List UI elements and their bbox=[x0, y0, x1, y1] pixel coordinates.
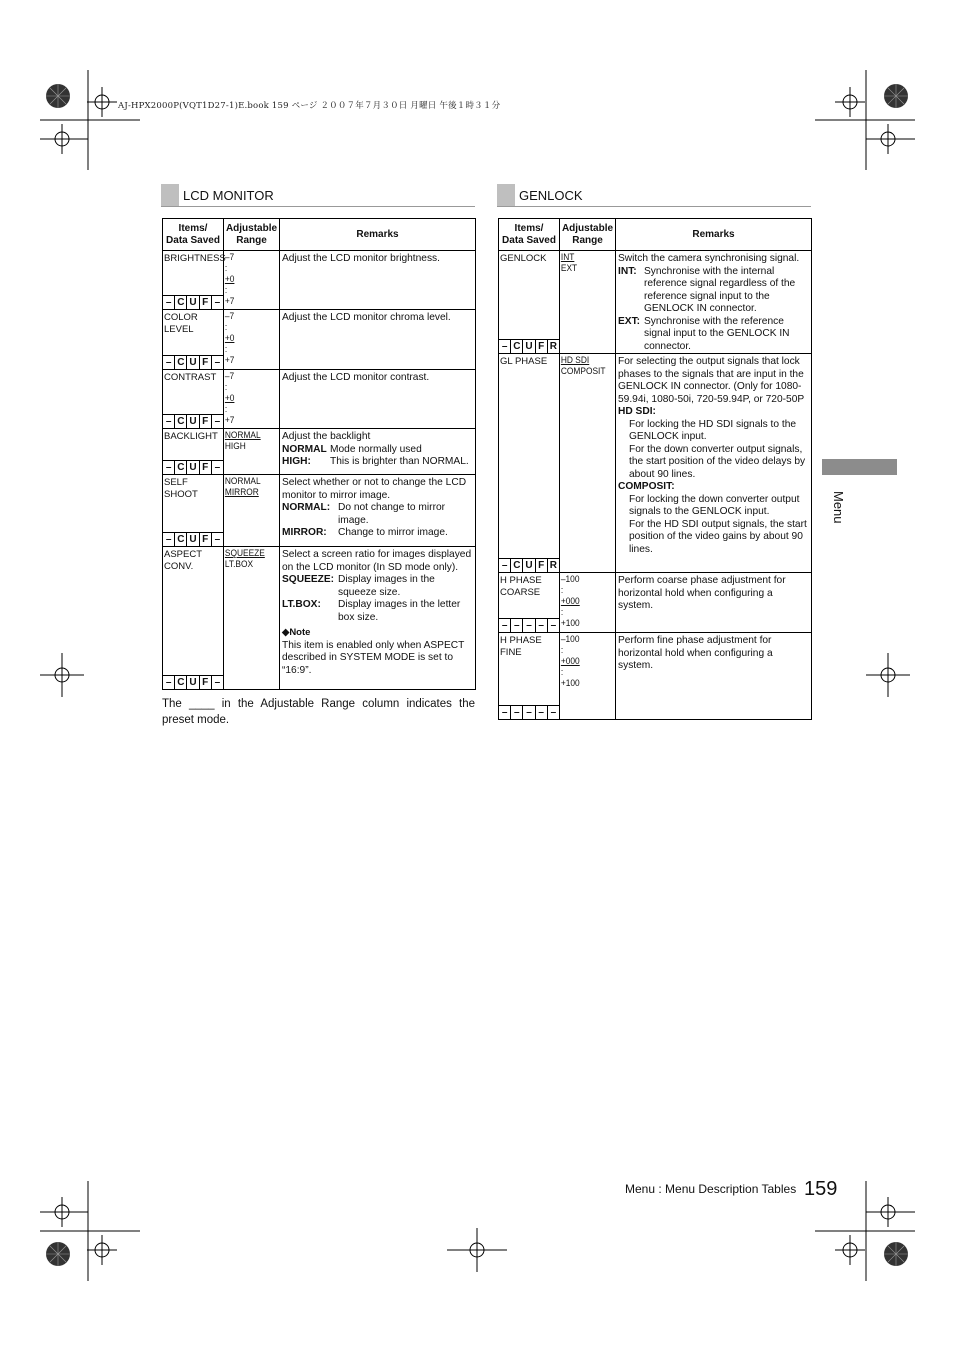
item-name bbox=[163, 429, 223, 443]
data-saved-flags bbox=[163, 414, 223, 428]
remarks-cell bbox=[616, 633, 812, 720]
item-name-line: COARSE bbox=[500, 587, 541, 598]
flag: R bbox=[549, 341, 558, 352]
option-desc: Mode normally used bbox=[330, 443, 422, 455]
remarks bbox=[616, 354, 811, 556]
range-value: : bbox=[224, 404, 228, 415]
range-value: : bbox=[224, 322, 228, 333]
adjustable-range bbox=[224, 547, 272, 571]
data-saved-flags bbox=[499, 339, 559, 353]
col-header-remarks: Remarks bbox=[280, 219, 476, 251]
flag: – bbox=[163, 676, 175, 689]
remarks-text: Adjust the LCD monitor brightness. bbox=[282, 253, 440, 264]
option-key: EXT: bbox=[618, 315, 641, 327]
flag: – bbox=[499, 706, 511, 719]
range-cell bbox=[560, 573, 616, 633]
range-cell bbox=[224, 475, 280, 547]
item-name-line: ASPECT bbox=[164, 549, 203, 560]
option-desc: Display images in the letter box size. bbox=[338, 599, 461, 623]
note-heading bbox=[282, 627, 473, 640]
remarks bbox=[616, 573, 811, 613]
data-saved-flags bbox=[163, 460, 223, 474]
flag: – bbox=[163, 415, 175, 428]
range-value: –100 bbox=[560, 634, 580, 645]
range-value: –7 bbox=[224, 252, 235, 263]
section-title: LCD MONITOR bbox=[183, 188, 274, 203]
remarks bbox=[280, 547, 475, 677]
table-row bbox=[163, 310, 476, 370]
adjustable-range bbox=[224, 251, 272, 308]
table-row bbox=[163, 475, 476, 547]
flag: F bbox=[536, 559, 548, 572]
remarks-cell bbox=[280, 251, 476, 310]
col-header-remarks: Remarks bbox=[616, 219, 812, 251]
flag: U bbox=[187, 415, 199, 428]
range-value: +7 bbox=[224, 296, 235, 307]
remarks-cell bbox=[616, 573, 812, 633]
option-key: HIGH: bbox=[282, 456, 311, 467]
option-desc: Synchronise with the reference signal input to the GENLOCK IN connector. bbox=[644, 315, 790, 352]
remarks-cell bbox=[280, 429, 476, 475]
remarks bbox=[280, 310, 475, 325]
flag: – bbox=[550, 620, 557, 631]
data-saved-flags bbox=[499, 558, 559, 572]
flag: – bbox=[163, 461, 175, 474]
data-saved-flags bbox=[163, 355, 223, 369]
section-heading-lcd-monitor bbox=[161, 184, 475, 207]
range-value: +000 bbox=[560, 596, 580, 607]
item-name-line: CONV. bbox=[164, 561, 194, 572]
range-cell bbox=[560, 354, 616, 573]
flag: C bbox=[175, 533, 187, 546]
flag: F bbox=[200, 676, 212, 689]
range-value: +7 bbox=[224, 355, 235, 366]
item-cell bbox=[163, 429, 224, 475]
flag: C bbox=[511, 340, 523, 353]
flag: – bbox=[499, 619, 511, 632]
note-text: This item is enabled only when ASPECT described in SYSTEM MODE is set to “16:9”. bbox=[282, 639, 465, 676]
range-value: LT.BOX bbox=[224, 559, 254, 570]
option-row bbox=[282, 527, 473, 540]
flag: – bbox=[163, 356, 175, 369]
section-marker bbox=[161, 184, 179, 206]
option-desc: Change to mirror image. bbox=[338, 527, 448, 538]
range-cell bbox=[560, 251, 616, 354]
range-value: : bbox=[560, 607, 564, 618]
flag: F bbox=[200, 296, 212, 309]
hd-sdi-label: HD SDI: bbox=[618, 406, 656, 417]
range-value: –100 bbox=[560, 574, 580, 585]
range-cell bbox=[224, 251, 280, 310]
adjustable-range bbox=[224, 310, 272, 367]
flag: C bbox=[175, 461, 187, 474]
note-diamond-icon: ◆ bbox=[282, 627, 290, 638]
range-value: COMPOSIT bbox=[560, 366, 606, 377]
item-name-line: GL PHASE bbox=[500, 356, 548, 367]
item-name-line: GENLOCK bbox=[500, 253, 547, 264]
col-header-items: Items/ Data Saved bbox=[499, 219, 560, 251]
option-row bbox=[282, 574, 473, 599]
remarks bbox=[280, 429, 475, 469]
flag: F bbox=[200, 461, 212, 474]
flag: F bbox=[200, 356, 212, 369]
section-marker bbox=[497, 184, 515, 206]
remarks-cell bbox=[280, 370, 476, 429]
hd-sdi-text: For the down converter output signals, the start position of the video delays by about 90 lines. bbox=[629, 443, 806, 480]
item-name bbox=[499, 354, 559, 368]
option-row bbox=[282, 599, 473, 624]
range-value: : bbox=[560, 667, 564, 678]
adjustable-range bbox=[560, 251, 608, 275]
item-cell bbox=[499, 251, 560, 354]
item-name-line: SELF SHOOT bbox=[164, 477, 198, 500]
table-row bbox=[499, 354, 812, 573]
flag: U bbox=[523, 340, 535, 353]
item-name-line: BACKLIGHT bbox=[164, 431, 218, 442]
option-key: NORMAL: bbox=[282, 502, 331, 513]
range-value: NORMAL bbox=[224, 476, 261, 487]
range-value: +0 bbox=[224, 333, 235, 344]
remarks-text: Adjust the LCD monitor contrast. bbox=[282, 372, 430, 383]
section-title: GENLOCK bbox=[519, 188, 583, 203]
adjustable-range bbox=[224, 370, 272, 427]
option-key: LT.BOX: bbox=[282, 599, 321, 610]
composit-text: For the HD SDI output signals, the start position of the video gains by about 90 lines. bbox=[629, 518, 807, 555]
remarks bbox=[616, 633, 811, 673]
side-label-menu: Menu bbox=[831, 491, 846, 524]
flag: U bbox=[187, 461, 199, 474]
range-value: –7 bbox=[224, 311, 235, 322]
range-value: EXT bbox=[560, 263, 578, 274]
range-value: +0 bbox=[224, 274, 235, 285]
option-row bbox=[618, 316, 809, 354]
flag: – bbox=[214, 462, 221, 473]
lcd-monitor-table bbox=[162, 218, 476, 690]
range-value: : bbox=[560, 645, 564, 656]
remarks bbox=[280, 370, 475, 385]
flag: – bbox=[499, 340, 511, 353]
remarks-text: Select whether or not to change the LCD monitor to mirror image. bbox=[282, 477, 467, 501]
option-key: NORMAL bbox=[282, 443, 327, 455]
flag: – bbox=[214, 534, 221, 545]
composit-label: COMPOSIT: bbox=[618, 481, 675, 492]
remarks-text: Switch the camera synchronising signal. bbox=[618, 253, 800, 264]
item-cell bbox=[163, 310, 224, 370]
remarks-cell bbox=[616, 354, 812, 573]
data-saved-flags bbox=[163, 295, 223, 309]
item-cell bbox=[499, 633, 560, 720]
flag: U bbox=[187, 533, 199, 546]
item-name bbox=[499, 573, 559, 599]
flag: C bbox=[511, 559, 523, 572]
range-cell bbox=[224, 370, 280, 429]
flag: F bbox=[536, 340, 548, 353]
option-desc: Synchronise with the internal reference signal regardless of the reference signal input to the GENLOCK IN connector. bbox=[644, 265, 796, 314]
flag: – bbox=[511, 706, 523, 719]
range-value: NORMAL bbox=[224, 430, 261, 441]
item-name bbox=[163, 251, 226, 265]
table-row bbox=[163, 429, 476, 475]
option-row bbox=[618, 266, 809, 316]
flag: U bbox=[187, 296, 199, 309]
range-cell bbox=[224, 310, 280, 370]
flag: – bbox=[523, 706, 535, 719]
remarks-cell bbox=[616, 251, 812, 354]
flag: – bbox=[163, 296, 175, 309]
item-name-line: H PHASE bbox=[500, 635, 542, 646]
table-row bbox=[499, 633, 812, 720]
note-label: Note bbox=[289, 627, 311, 638]
adjustable-range bbox=[224, 475, 272, 499]
remarks bbox=[616, 251, 811, 353]
col-header-range: Adjustable Range bbox=[224, 219, 280, 251]
item-name bbox=[499, 633, 559, 659]
flag: F bbox=[200, 415, 212, 428]
option-desc: Do not change to mirror image. bbox=[338, 502, 446, 526]
range-value: +100 bbox=[560, 678, 580, 689]
flag: U bbox=[187, 676, 199, 689]
range-value: : bbox=[224, 344, 228, 355]
flag: – bbox=[214, 677, 221, 688]
flag: – bbox=[511, 619, 523, 632]
flag: F bbox=[200, 533, 212, 546]
col-header-items: Items/ Data Saved bbox=[163, 219, 224, 251]
range-value: : bbox=[224, 263, 228, 274]
option-key: INT: bbox=[618, 265, 637, 277]
table-row bbox=[163, 547, 476, 690]
flag: C bbox=[175, 356, 187, 369]
adjustable-range bbox=[560, 354, 608, 378]
range-value: +0 bbox=[224, 393, 235, 404]
range-value: : bbox=[224, 285, 228, 296]
remarks-text: Adjust the backlight bbox=[282, 431, 371, 442]
range-value: INT bbox=[560, 252, 575, 263]
remarks-text: Adjust the LCD monitor chroma level. bbox=[282, 312, 451, 323]
flag: – bbox=[523, 619, 535, 632]
flag: – bbox=[163, 533, 175, 546]
option-row bbox=[282, 456, 473, 469]
item-name bbox=[499, 251, 559, 265]
flag: U bbox=[523, 559, 535, 572]
range-value: SQUEEZE bbox=[224, 548, 265, 559]
flag: – bbox=[536, 619, 548, 632]
footnote: The ____ in the Adjustable Range column indicates the preset mode. bbox=[162, 698, 475, 726]
remarks bbox=[280, 251, 475, 266]
item-name bbox=[163, 475, 223, 501]
remarks-text: For selecting the output signals that lock phases to the signals that are input in the GENLOCK IN connector. (Only for 1080-59.94i, 1080-50i, 720-59.94P, or 720-50P bbox=[618, 356, 805, 405]
remarks-text: Select a screen ratio for images displayed on the LCD monitor (In SD mode only). bbox=[282, 549, 472, 573]
item-cell bbox=[499, 573, 560, 633]
section-heading-genlock bbox=[497, 184, 811, 207]
remarks-cell bbox=[280, 310, 476, 370]
footer-section-title: Menu : Menu Description Tables bbox=[625, 1182, 797, 1196]
item-cell bbox=[163, 370, 224, 429]
flag: C bbox=[175, 415, 187, 428]
adjustable-range bbox=[224, 429, 272, 453]
remarks-cell bbox=[280, 547, 476, 690]
adjustable-range bbox=[560, 573, 608, 630]
range-cell bbox=[224, 429, 280, 475]
data-saved-flags bbox=[163, 532, 223, 546]
data-saved-flags bbox=[499, 705, 559, 719]
range-value: : bbox=[224, 382, 228, 393]
option-desc: Display images in the squeeze size. bbox=[338, 574, 435, 598]
flag: – bbox=[536, 706, 548, 719]
range-value: HIGH bbox=[224, 441, 246, 452]
flag: – bbox=[214, 297, 221, 308]
item-name-line: FINE bbox=[500, 647, 522, 658]
range-value: HD SDI bbox=[560, 355, 590, 366]
adjustable-range bbox=[560, 633, 608, 690]
item-name bbox=[163, 370, 223, 384]
item-cell bbox=[163, 475, 224, 547]
option-desc: This is brighter than NORMAL. bbox=[330, 456, 469, 467]
table-row bbox=[499, 251, 812, 354]
composit-text: For locking the down converter output signals to the GENLOCK input. bbox=[629, 493, 800, 517]
page-number: 159 bbox=[804, 1178, 838, 1200]
item-cell bbox=[499, 354, 560, 573]
item-name bbox=[163, 547, 223, 573]
item-name-line: LEVEL bbox=[164, 324, 194, 335]
remarks bbox=[280, 475, 475, 540]
item-name-line: CONTRAST bbox=[164, 372, 217, 383]
option-row bbox=[282, 502, 473, 527]
flag: – bbox=[214, 357, 221, 368]
data-saved-flags bbox=[499, 618, 559, 632]
flag: – bbox=[214, 416, 221, 427]
table-row bbox=[499, 573, 812, 633]
print-header: AJ-HPX2000P(VQT1D27-1)E.book 159 ページ ２００７年７月３０日 月曜日 午後１時３１分 bbox=[118, 101, 501, 111]
option-key: MIRROR: bbox=[282, 527, 327, 538]
item-cell bbox=[163, 251, 224, 310]
item-cell bbox=[163, 547, 224, 690]
range-value: +7 bbox=[224, 415, 235, 426]
genlock-table bbox=[498, 218, 812, 720]
item-name bbox=[163, 310, 223, 336]
table-row bbox=[163, 370, 476, 429]
option-row bbox=[282, 444, 473, 457]
flag: C bbox=[175, 676, 187, 689]
section-tab-bar bbox=[822, 459, 897, 475]
flag: – bbox=[550, 707, 557, 718]
range-cell bbox=[224, 547, 280, 690]
flag: C bbox=[175, 296, 187, 309]
range-value: +100 bbox=[560, 618, 580, 629]
range-value: : bbox=[560, 585, 564, 596]
table-row bbox=[163, 251, 476, 310]
col-header-range: Adjustable Range bbox=[560, 219, 616, 251]
item-name-line: H PHASE bbox=[500, 575, 542, 586]
flag: – bbox=[499, 559, 511, 572]
remarks-text: Perform fine phase adjustment for horizontal hold when configuring a system. bbox=[618, 635, 773, 671]
flag: U bbox=[187, 356, 199, 369]
data-saved-flags bbox=[163, 675, 223, 689]
range-value: MIRROR bbox=[224, 487, 259, 498]
range-cell bbox=[560, 633, 616, 720]
remarks-cell bbox=[280, 475, 476, 547]
hd-sdi-text: For locking the HD SDI signals to the GENLOCK input. bbox=[629, 418, 797, 442]
remarks-text: Perform coarse phase adjustment for horizontal hold when configuring a system. bbox=[618, 575, 786, 611]
item-name-line: COLOR bbox=[164, 312, 198, 323]
item-name-line: BRIGHTNESS bbox=[164, 253, 226, 264]
range-value: +000 bbox=[560, 656, 580, 667]
flag: R bbox=[549, 560, 558, 571]
range-value: –7 bbox=[224, 371, 235, 382]
option-key: SQUEEZE: bbox=[282, 574, 335, 585]
